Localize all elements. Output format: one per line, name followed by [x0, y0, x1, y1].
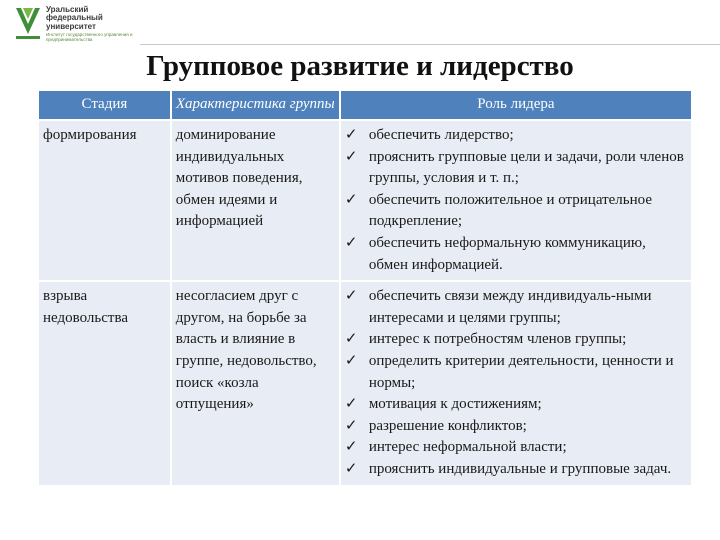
checkmark-icon: ✓: [344, 127, 358, 143]
roles-list: [345, 125, 687, 276]
list-item: [345, 416, 687, 438]
roles-cell: [341, 121, 691, 280]
table-header-row: [39, 91, 691, 119]
roles-cell: [341, 282, 691, 484]
checkmark-icon: ✓: [344, 417, 358, 434]
checkmark-icon: ✓: [344, 396, 358, 413]
header-characteristic-label: Характеристика группы: [175, 96, 335, 112]
list-item: [345, 394, 687, 416]
roles-list: [345, 286, 687, 480]
list-item: [345, 125, 687, 147]
checkmark-icon: ✓: [344, 439, 358, 456]
checkmark-icon: ✓: [344, 148, 358, 165]
slide-title: Групповое развитие и лидерство: [146, 50, 574, 82]
logo-line-1: Уральский: [46, 5, 89, 14]
role-text: интерес к потребностям членов группы;: [368, 331, 627, 348]
logo-subtitle: Институт государственного управления и предпринимательства: [46, 32, 133, 42]
checkmark-icon: ✓: [344, 331, 358, 348]
checkmark-icon: ✓: [344, 460, 358, 477]
list-item: [345, 351, 687, 394]
stage-cell: формирования: [39, 121, 170, 280]
characteristic-cell: доминирование индивидуальных мотивов поведения, обмен идеями и информацией: [172, 121, 339, 280]
role-text: обеспечить лидерство;: [368, 127, 514, 143]
role-text: мотивация к достижениям;: [368, 396, 542, 413]
list-item: [345, 437, 687, 459]
leadership-table: [37, 89, 693, 487]
header-leader-role: Роль лидера: [341, 91, 691, 119]
list-item: [345, 233, 687, 276]
checkmark-icon: ✓: [344, 191, 358, 208]
role-text: прояснить групповые цели и задачи, роли членов группы, условия и т. п.;: [368, 148, 684, 187]
checkmark-icon: ✓: [344, 288, 358, 305]
university-logo: [14, 4, 154, 46]
list-item: [345, 147, 687, 190]
role-text: обеспечить неформальную коммуникацию, обмен информацией.: [368, 234, 646, 273]
logo-name: [46, 6, 103, 31]
header-divider: [140, 44, 720, 45]
list-item: [345, 190, 687, 233]
stage-cell: взрыва недовольства: [39, 282, 170, 484]
list-item: [345, 286, 687, 329]
table-row: [39, 121, 691, 280]
logo-line-3: университет: [46, 21, 96, 31]
role-text: прояснить индивидуальные и групповые задач.: [368, 460, 672, 477]
logo-line-2: федеральный: [46, 13, 103, 23]
header-characteristic: [172, 91, 339, 119]
checkmark-icon: ✓: [344, 234, 358, 251]
characteristic-cell: несогласием друг с другом, на борьбе за власть и влияние в группе, недовольство, поиск «козла отпущения»: [172, 282, 339, 484]
header-stage: Стадия: [39, 91, 170, 119]
role-text: определить критерии деятельности, ценности и нормы;: [368, 352, 674, 391]
list-item: [345, 459, 687, 481]
ural-university-logo-icon: [14, 4, 42, 42]
role-text: обеспечить положительное и отрицательное подкрепление;: [368, 191, 653, 230]
role-text: обеспечить связи между индивидуаль-ными интересами и целями группы;: [368, 288, 652, 326]
role-text: разрешение конфликтов;: [368, 417, 527, 434]
checkmark-icon: ✓: [344, 352, 358, 369]
role-text: интерес неформальной власти;: [368, 439, 567, 456]
list-item: [345, 329, 687, 351]
table-row: [39, 282, 691, 484]
